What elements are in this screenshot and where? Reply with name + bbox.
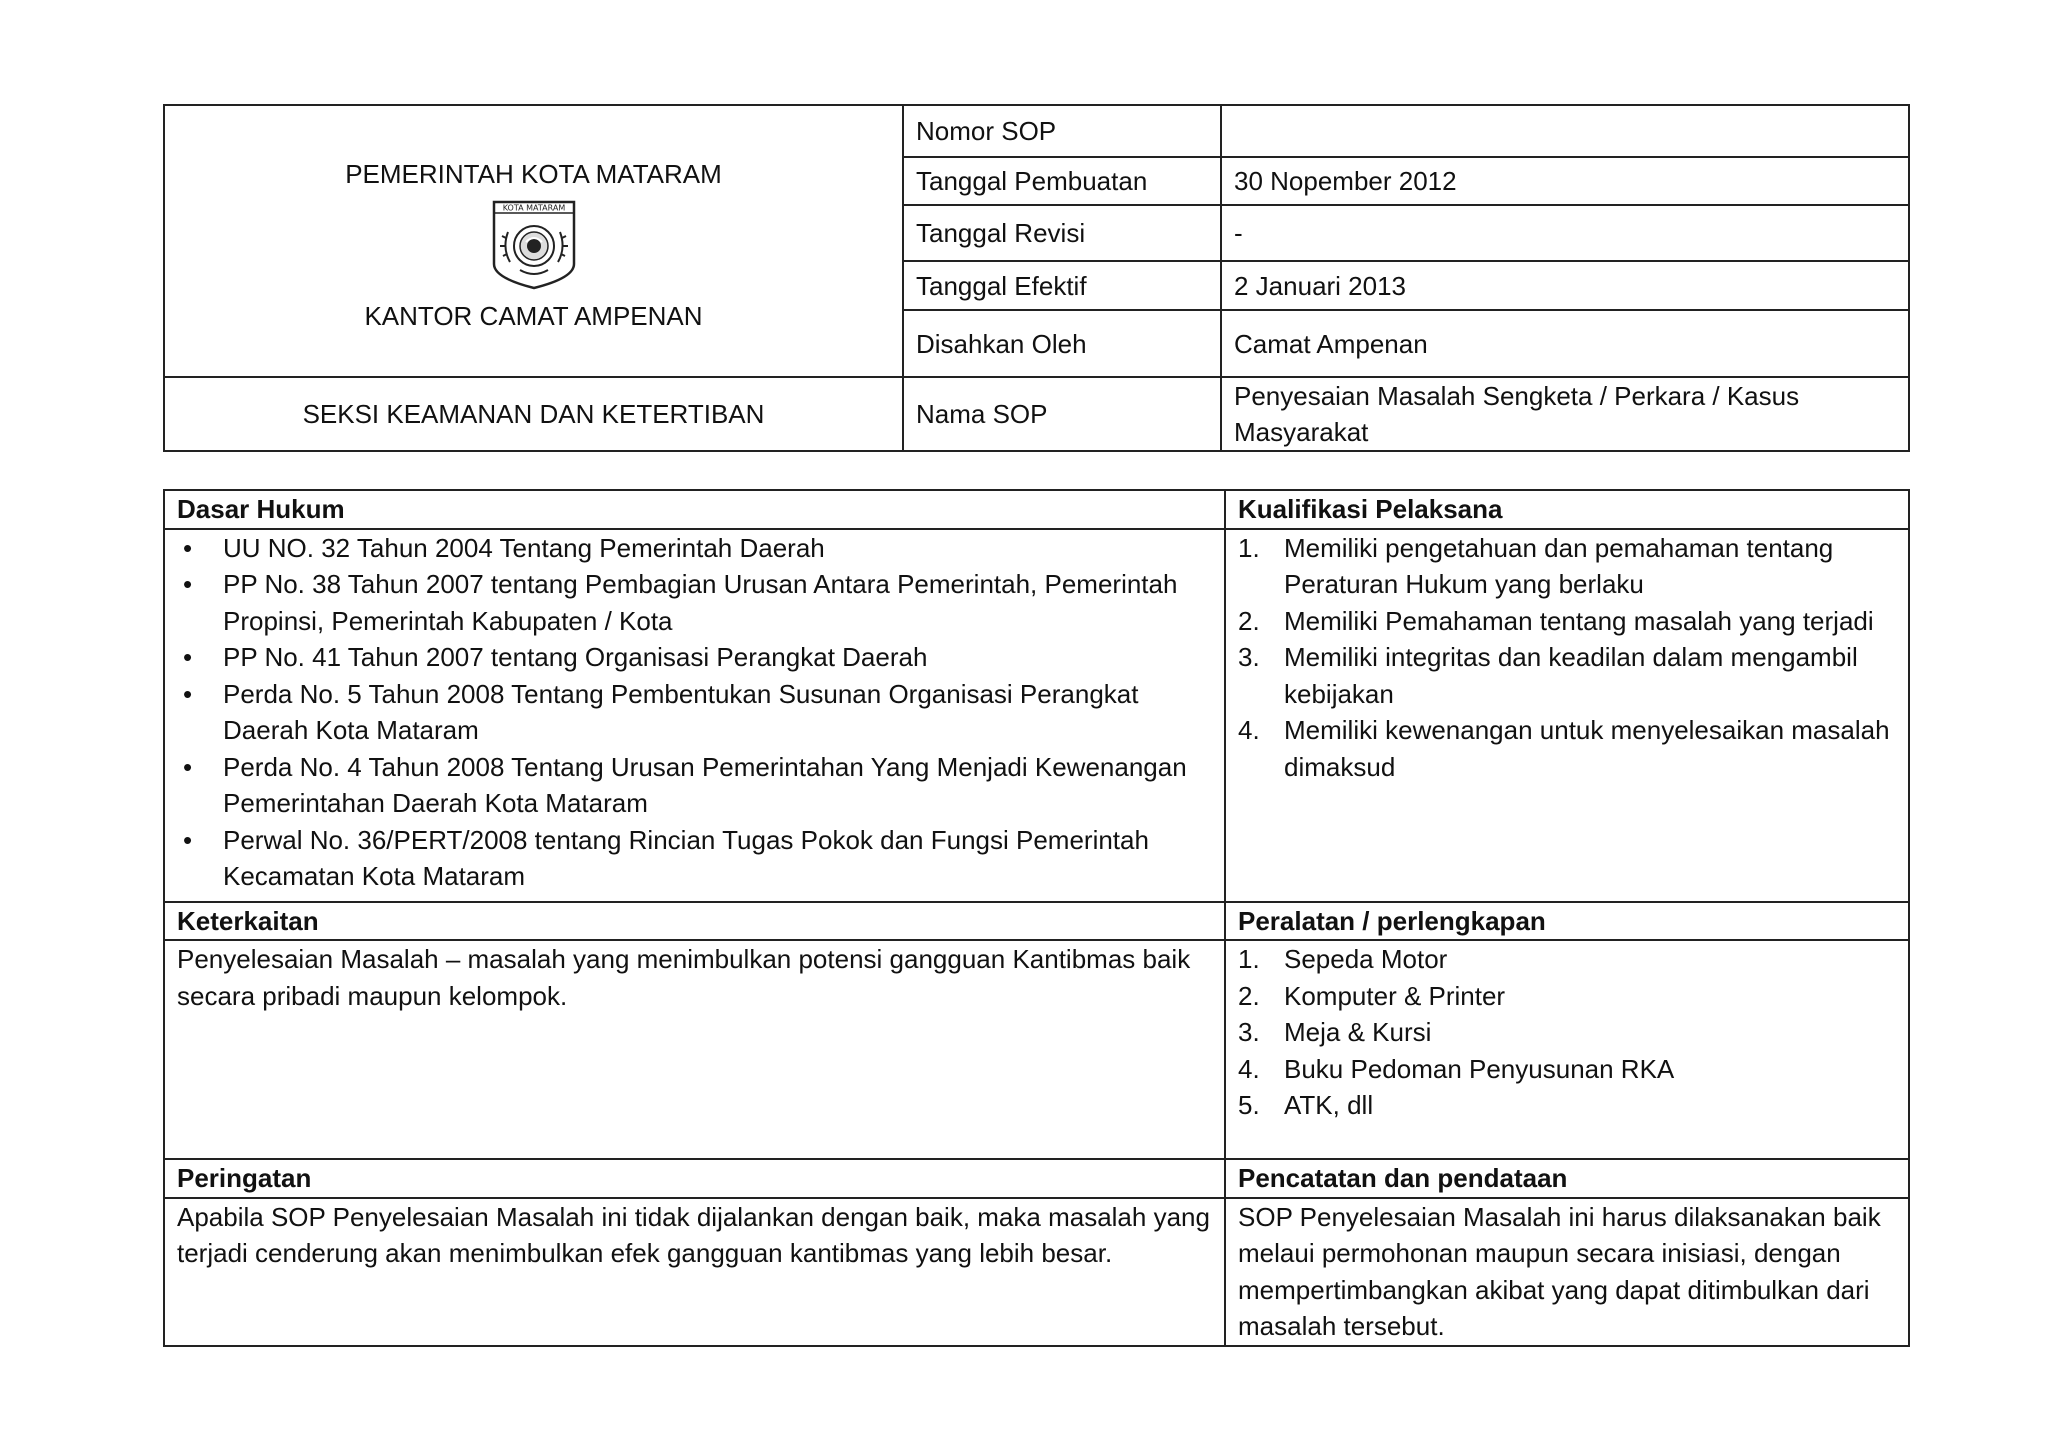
peringatan-text: Apabila SOP Penyelesaian Masalah ini tidak dijalankan dengan baik, maka masalah yang terjadi cenderung akan menimbulkan efek gangguan kantibmas yang lebih besar. [164,1198,1225,1346]
dasar-hukum-cell [164,529,1225,902]
kualifikasi-heading: Kualifikasi Pelaksana [1225,490,1909,529]
kualifikasi-list [1238,530,1896,786]
pencatatan-text: SOP Penyelesaian Masalah ini harus dilaksanakan baik melaui permohonan maupun secara inisiasi, dengan mempertimbangkan akibat yang dapat ditimbulkan dari masalah tersebut. [1225,1198,1909,1346]
list-item: • Perda No. 5 Tahun 2008 Tentang Pembentukan Susunan Organisasi Perangkat Daerah Kota Mataram [177,676,1212,749]
bullet-icon: • [183,642,193,672]
bullet-icon: • [183,569,193,599]
peringatan-heading: Peringatan [164,1159,1225,1198]
field-value-disahkan-oleh: Camat Ampenan [1221,310,1909,377]
list-item: 2. Memiliki Pemahaman tentang masalah yang terjadi [1238,605,1874,636]
field-value-tanggal-efektif: 2 Januari 2013 [1221,261,1909,310]
field-label-tanggal-revisi: Tanggal Revisi [903,205,1221,261]
list-item: 1. Sepeda Motor [1238,944,1448,974]
field-value-tanggal-revisi: - [1221,205,1909,261]
sop-detail-table [163,489,1910,1347]
bullet-icon: • [183,751,193,782]
list-item: 4. Memiliki kewenangan untuk menyelesaikan masalah dimaksud [1238,715,1890,782]
list-item: • Perda No. 4 Tahun 2008 Tentang Urusan Pemerintahan Yang Menjadi Kewenangan Pemerintahan Daerah Kota Mataram [177,749,1212,822]
field-label-nomor-sop: Nomor SOP [903,105,1221,157]
list-item: 5. ATK, dll [1238,1090,1374,1120]
list-item: 3. Memiliki integritas dan keadilan dalam mengambil kebijakan [1238,642,1858,709]
office-name: KANTOR CAMAT AMPENAN [364,301,703,331]
list-item: • PP No. 41 Tahun 2007 tentang Organisasi Perangkat Daerah [177,639,1212,676]
field-value-nomor-sop [1221,105,1909,157]
seal-caption: KOTA MATARAM [502,203,565,213]
peralatan-cell [1225,940,1909,1159]
sop-header-table [163,104,1910,452]
pencatatan-heading: Pencatatan dan pendataan [1225,1159,1909,1198]
organization-name: PEMERINTAH KOTA MATARAM [345,159,722,189]
list-item: 1. Memiliki pengetahuan dan pemahaman tentang Peraturan Hukum yang berlaku [1238,532,1834,599]
list-item: 4. Buku Pedoman Penyusunan RKA [1238,1053,1675,1084]
keterkaitan-text: Penyelesaian Masalah – masalah yang menimbulkan potensi gangguan Kantibmas baik secara pribadi maupun kelompok. [164,940,1225,1159]
field-value-tanggal-pembuatan: 30 Nopember 2012 [1221,157,1909,205]
field-label-disahkan-oleh: Disahkan Oleh [903,310,1221,377]
bullet-icon: • [183,824,193,855]
peralatan-heading: Peralatan / perlengkapan [1225,902,1909,941]
list-item: 3. Meja & Kursi [1238,1017,1432,1047]
dasar-hukum-heading: Dasar Hukum [164,490,1225,529]
field-label-tanggal-efektif: Tanggal Efektif [903,261,1221,310]
sop-name-value: Penyesaian Masalah Sengketa / Perkara / Kasus Masyarakat [1221,377,1909,451]
dasar-hukum-list [177,530,1212,895]
bullet-icon: • [183,532,193,563]
kota-mataram-seal-icon [490,198,578,292]
list-item: • Perwal No. 36/PERT/2008 tentang Rincian Tugas Pokok dan Fungsi Pemerintah Kecamatan Kota Mataram [177,822,1212,895]
keterkaitan-heading: Keterkaitan [164,902,1225,941]
section-name: SEKSI KEAMANAN DAN KETERTIBAN [164,377,903,451]
list-item: 2. Komputer & Printer [1238,980,1506,1011]
kualifikasi-cell [1225,529,1909,902]
field-label-tanggal-pembuatan: Tanggal Pembuatan [903,157,1221,205]
bullet-icon: • [183,678,193,709]
peralatan-list [1238,941,1896,1124]
organization-block [164,105,903,377]
list-item: • UU NO. 32 Tahun 2004 Tentang Pemerintah Daerah [177,530,1212,567]
sop-name-label: Nama SOP [903,377,1221,451]
list-item: • PP No. 38 Tahun 2007 tentang Pembagian Urusan Antara Pemerintah, Pemerintah Propinsi, Pemerintah Kabupaten / Kota [177,566,1212,639]
